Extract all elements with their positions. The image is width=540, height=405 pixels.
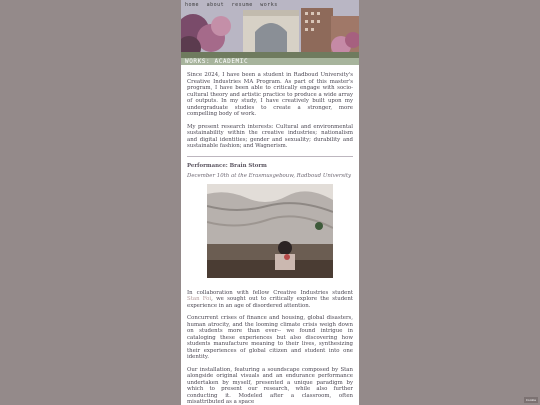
performance-paragraph-1: [187, 290, 353, 310]
intro-paragraph-1: Since 2024, I have been a student in Radboud University's Creative Industries MA Program. As part of this master's program, I have been able to critically engage with socio-cultural theory and artistic practice to produce a wide array of outputs. In my study, I have creatively built upon my undergraduate studies to create a stronger, more compelling body of work.: [187, 72, 353, 117]
stan-link[interactable]: Stan Foi: [187, 296, 212, 302]
performance-paragraph-2: Concurrent crises of finance and housing, global disasters, human atrocity, and the looming climate crisis weigh down on students more than ever-- we found intrigue in cataloging these experiences but also discovering how students manufacture meaning to their lives, synthesizing their experiences of global citizen and student into one identity.: [187, 315, 353, 360]
divider: [187, 156, 353, 157]
cookie-badge[interactable]: Cookie: [525, 398, 536, 402]
performance-title: Performance: Brain Storm: [187, 162, 267, 169]
performance-date: December 10th at the Erasmusgebouw, Radboud University: [187, 172, 352, 179]
header-banner: [181, 0, 359, 58]
performance-paragraph-3: Our installation, featuring a soundscape composed by Stan alongside original visuals and an endurance performance undertaken by myself, presented a unique paradigm by which to present our research, while also further conducting it. Modeled after a classroom, often misattributed as a space: [187, 366, 353, 405]
perf-p1-after: , we sought out to critically explore the student experience in an age of disordered attention.: [187, 296, 353, 309]
performance-photo: [207, 184, 333, 278]
nav-home[interactable]: home: [185, 2, 200, 8]
main-content: [181, 65, 359, 405]
nav-resume[interactable]: resume: [231, 2, 253, 8]
section-title: WORKS: ACADEMIC: [185, 58, 249, 65]
site-nav: [185, 2, 355, 8]
section-bar: [181, 58, 359, 65]
nav-about[interactable]: about: [206, 2, 225, 8]
intro-paragraph-2: My present research interests: Cultural and environmental sustainability within the creative industries; nationalism and digital identities; gender and sexuality; durability and sustainable fashion; and Wagnerism.: [187, 123, 353, 149]
perf-p1-before: In collaboration with fellow Creative Industries student: [187, 289, 353, 296]
photo-image: [207, 184, 333, 278]
banner-image: [181, 0, 359, 58]
nav-works[interactable]: works: [260, 2, 278, 8]
page-column: [181, 0, 359, 405]
